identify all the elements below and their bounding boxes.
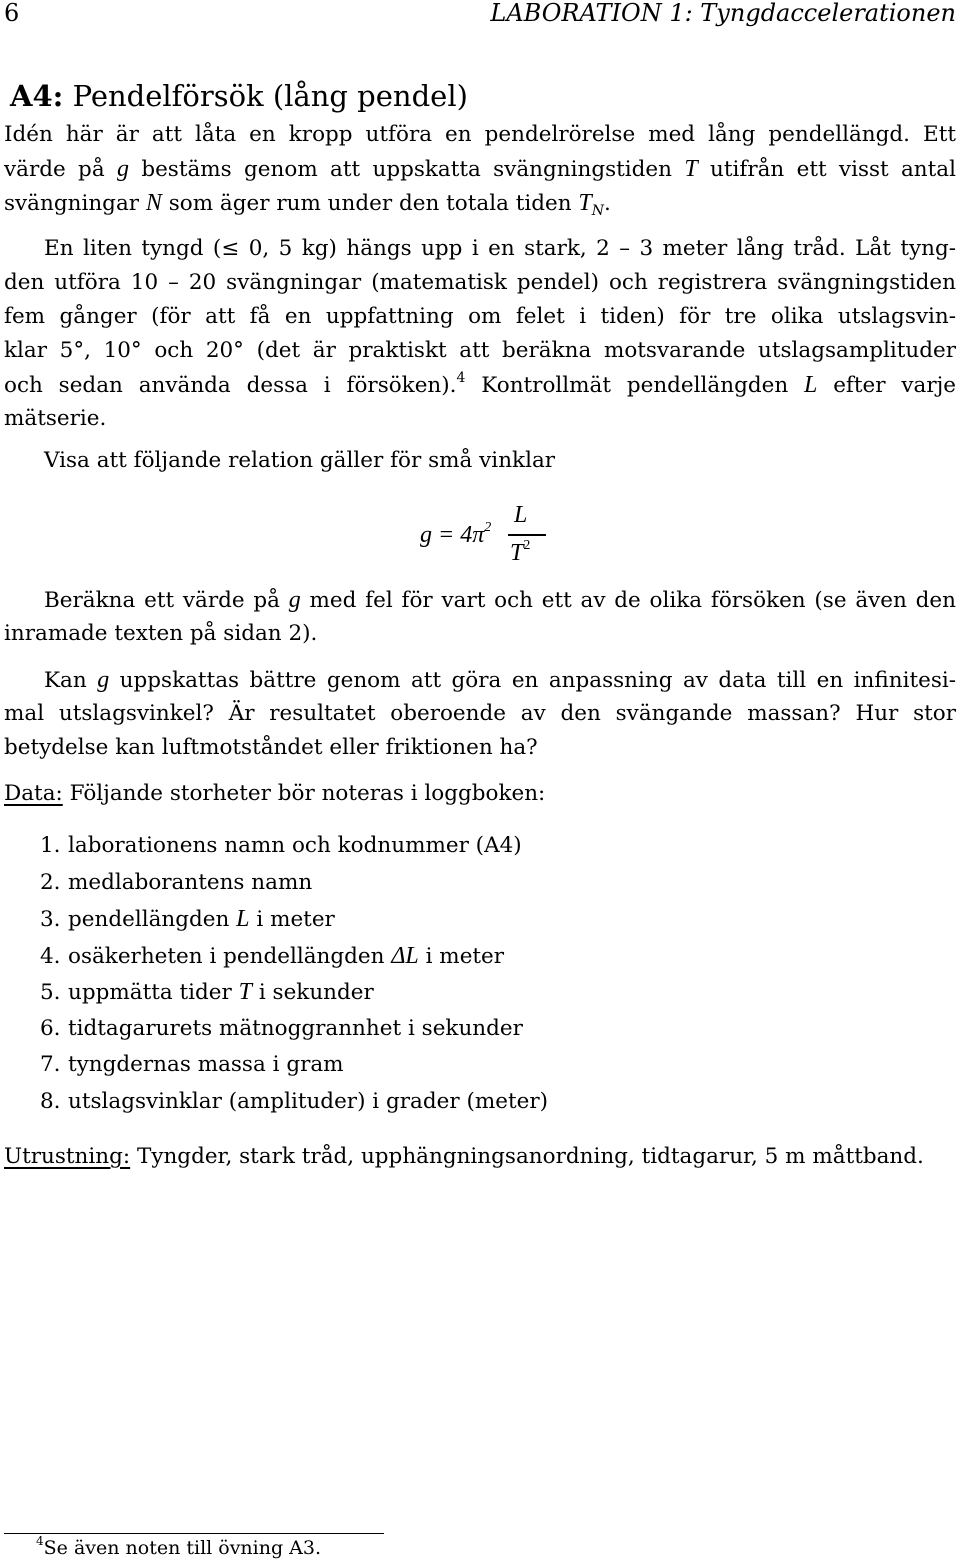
list-item: 6. tidtagarurets mätnoggrannhet i sekunder xyxy=(40,1016,523,1041)
page-number: 6 xyxy=(4,0,20,27)
compute-line: Beräkna ett värde på g med fel för vart och ett av de olika försöken (se även den xyxy=(44,587,956,613)
intro-line: Idén här är att låta en kropp utföra en pendelrörelse med lång pendellängd. Ett xyxy=(4,122,956,147)
running-header-title: LABORATION 1: Tyngdaccelerationen xyxy=(490,0,956,27)
procedure-line: En liten tyngd (≤ 0, 5 kg) hängs upp i en stark, 2 – 3 meter lång tråd. Låt tyng- xyxy=(44,236,956,261)
equipment-line: Utrustning: Tyngder, stark tråd, upphängningsanordning, tidtagarur, 5 m måttband. xyxy=(4,1144,924,1169)
show-relation-text: Visa att följande relation gäller för små vinklar xyxy=(44,448,556,473)
data-label: Data: xyxy=(4,781,63,806)
procedure-line: den utföra 10 – 20 svängningar (matematisk pendel) och registrera svängningstiden xyxy=(4,270,956,295)
question-paragraph xyxy=(4,663,956,765)
footnote-mark: 4 xyxy=(36,1533,44,1548)
pendulum-formula xyxy=(420,500,620,570)
formula-lhs: $g = 4\pi^2$ xyxy=(420,520,492,548)
list-item: 4. osäkerheten i pendellängden ΔL i meter xyxy=(40,943,505,969)
section-label: A4: xyxy=(10,79,64,113)
section-title: Pendelförsök (lång pendel) xyxy=(72,79,468,113)
compute-line: inramade texten på sidan 2). xyxy=(4,621,318,646)
list-item: 7. tyngdernas massa i gram xyxy=(40,1052,344,1077)
compute-paragraph xyxy=(4,583,956,651)
list-item: 1. laborationens namn och kodnummer (A4) xyxy=(40,833,522,858)
intro-line: värde på g bestäms genom att uppskatta svängningstiden T utifrån ett visst antal xyxy=(4,156,956,182)
question-line: betydelse kan luftmotståndet eller friktionen ha? xyxy=(4,735,538,760)
list-item: 5. uppmätta tider T i sekunder xyxy=(40,979,374,1005)
footnote-rule xyxy=(4,1533,384,1534)
question-line: Kan g uppskattas bättre genom att göra en anpassning av data till en infinitesi- xyxy=(44,667,956,693)
intro-paragraph xyxy=(4,118,956,220)
footnote xyxy=(36,1533,322,1560)
formula-numerator: L xyxy=(514,502,528,528)
formula-denominator: $T^2$ xyxy=(510,538,531,566)
section-heading xyxy=(10,76,468,116)
procedure-line: klar 5°, 10° och 20° (det är praktiskt att beräkna motsvarande utslagsamplituder xyxy=(4,338,956,363)
list-item: 2. medlaborantens namn xyxy=(40,870,313,895)
question-line: mal utslagsvinkel? Är resultatet oberoende av den svängande massan? Hur stor xyxy=(4,701,956,726)
footnote-text: Se även noten till övning A3. xyxy=(43,1537,322,1559)
procedure-paragraph xyxy=(4,232,956,436)
footnote-marker: 4 xyxy=(456,369,466,386)
procedure-line: mätserie. xyxy=(4,406,107,431)
list-item: 8. utslagsvinklar (amplituder) i grader (meter) xyxy=(40,1089,548,1114)
procedure-line: fem gånger (för att få en uppfattning om felet i tiden) för tre olika utslagsvin- xyxy=(4,304,956,329)
intro-line: svängningar N som äger rum under den totala tiden $T_N$. xyxy=(4,190,611,220)
data-section-heading: Data: Följande storheter bör noteras i loggboken: xyxy=(4,781,546,806)
procedure-line: och sedan använda dessa i försöken).$^4$ Kontrollmät pendellängden L efter varje xyxy=(4,369,957,398)
equipment-label: Utrustning: xyxy=(4,1144,131,1169)
list-item: 3. pendellängden L i meter xyxy=(40,906,335,932)
